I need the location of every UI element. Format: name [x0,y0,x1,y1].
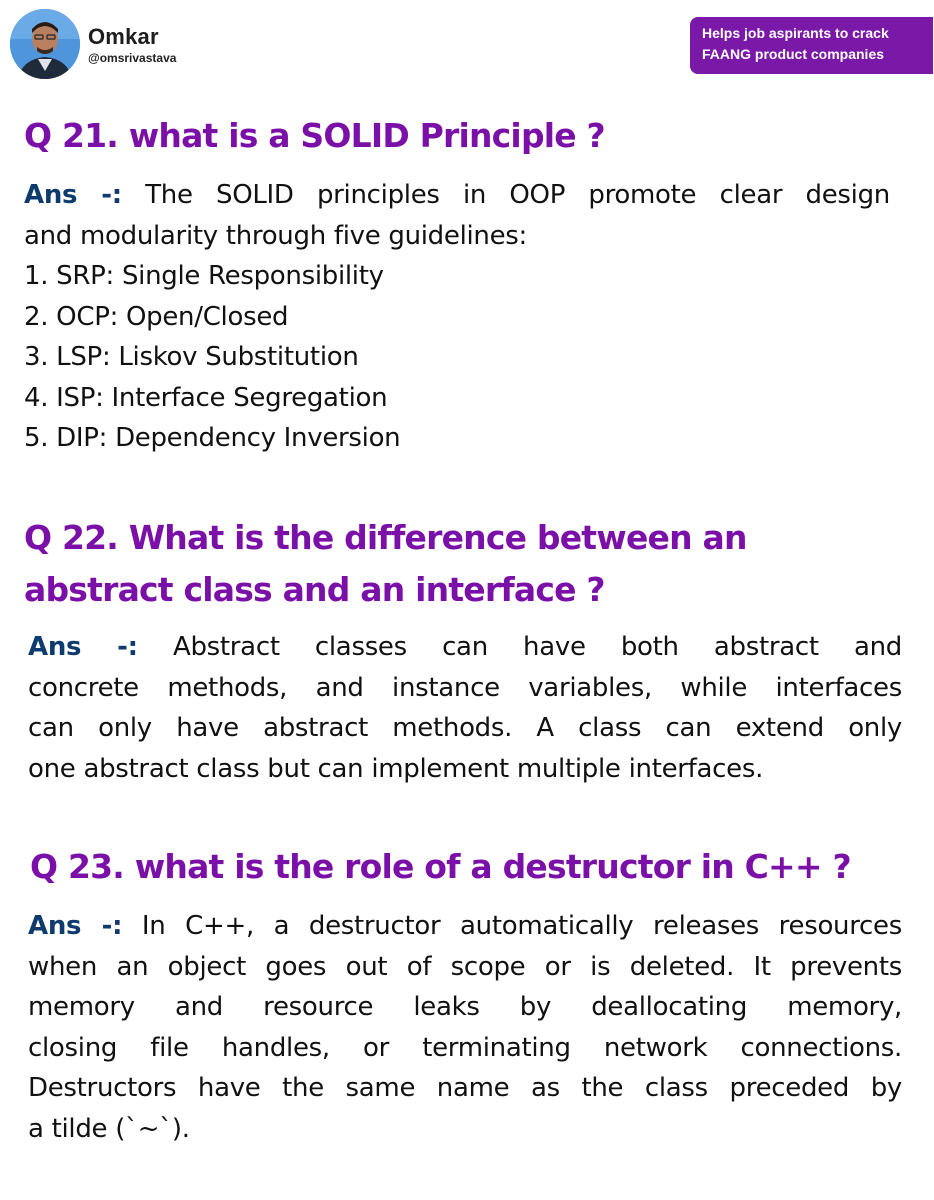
tagline-line-1: Helps job aspirants to crack [702,25,889,41]
answer-line: concrete methods, and instance variables, while interfaces [28,672,902,703]
avatar[interactable] [10,9,80,79]
question-23: Q 23. what is the role of a destructor in C++ ? [30,847,851,886]
answer-line: one abstract class but can implement multiple interfaces. [28,753,764,784]
author-handle[interactable]: @omsrivastava [88,51,177,65]
question-21: Q 21. what is a SOLID Principle ? [24,116,605,155]
answer-text: Abstract classes can have both abstract and [137,632,902,662]
answer-line: a tilde (`~`). [28,1113,190,1144]
answer-list-item: 3. LSP: Liskov Substitution [24,342,359,372]
answer-label: Ans -: [24,180,122,210]
answer-21 [24,175,890,459]
answer-list-item: 4. ISP: Interface Segregation [24,382,388,413]
answer-text: The SOLID principles in OOP promote clear design [121,180,890,210]
profile-photo-icon [10,9,80,79]
answer-line: and modularity through five guidelines: [24,220,527,251]
answer-line [28,906,902,947]
answer-23 [28,906,902,1149]
answer-line: Destructors have the same name as the class preceded by [28,1073,902,1103]
question-22 [24,512,924,616]
question-line: abstract class and an interface ? [24,570,605,609]
answer-22 [28,627,902,789]
post-header [0,0,934,90]
answer-line: memory and resource leaks by deallocating memory, [28,992,902,1022]
answer-label: Ans -: [28,632,138,662]
answer-list-item: 1. SRP: Single Responsibility [24,261,384,291]
answer-list-item: 2. OCP: Open/Closed [24,301,289,332]
author-name[interactable]: Omkar [88,24,159,49]
answer-line: can only have abstract methods. A class can extend only [28,713,902,743]
answer-line: when an object goes out of scope or is deleted. It prevents [28,951,902,982]
answer-line: closing file handles, or terminating network connections. [28,1032,902,1063]
question-line: Q 22. What is the difference between an [24,518,747,557]
answer-text: In C++, a destructor automatically releases resources [122,911,902,941]
answer-line [24,175,890,216]
answer-line [28,627,902,668]
tagline-line-2: FAANG product companies [702,46,885,62]
answer-list-item: 5. DIP: Dependency Inversion [24,423,401,453]
tagline-badge [690,17,933,74]
answer-label: Ans -: [28,911,123,941]
